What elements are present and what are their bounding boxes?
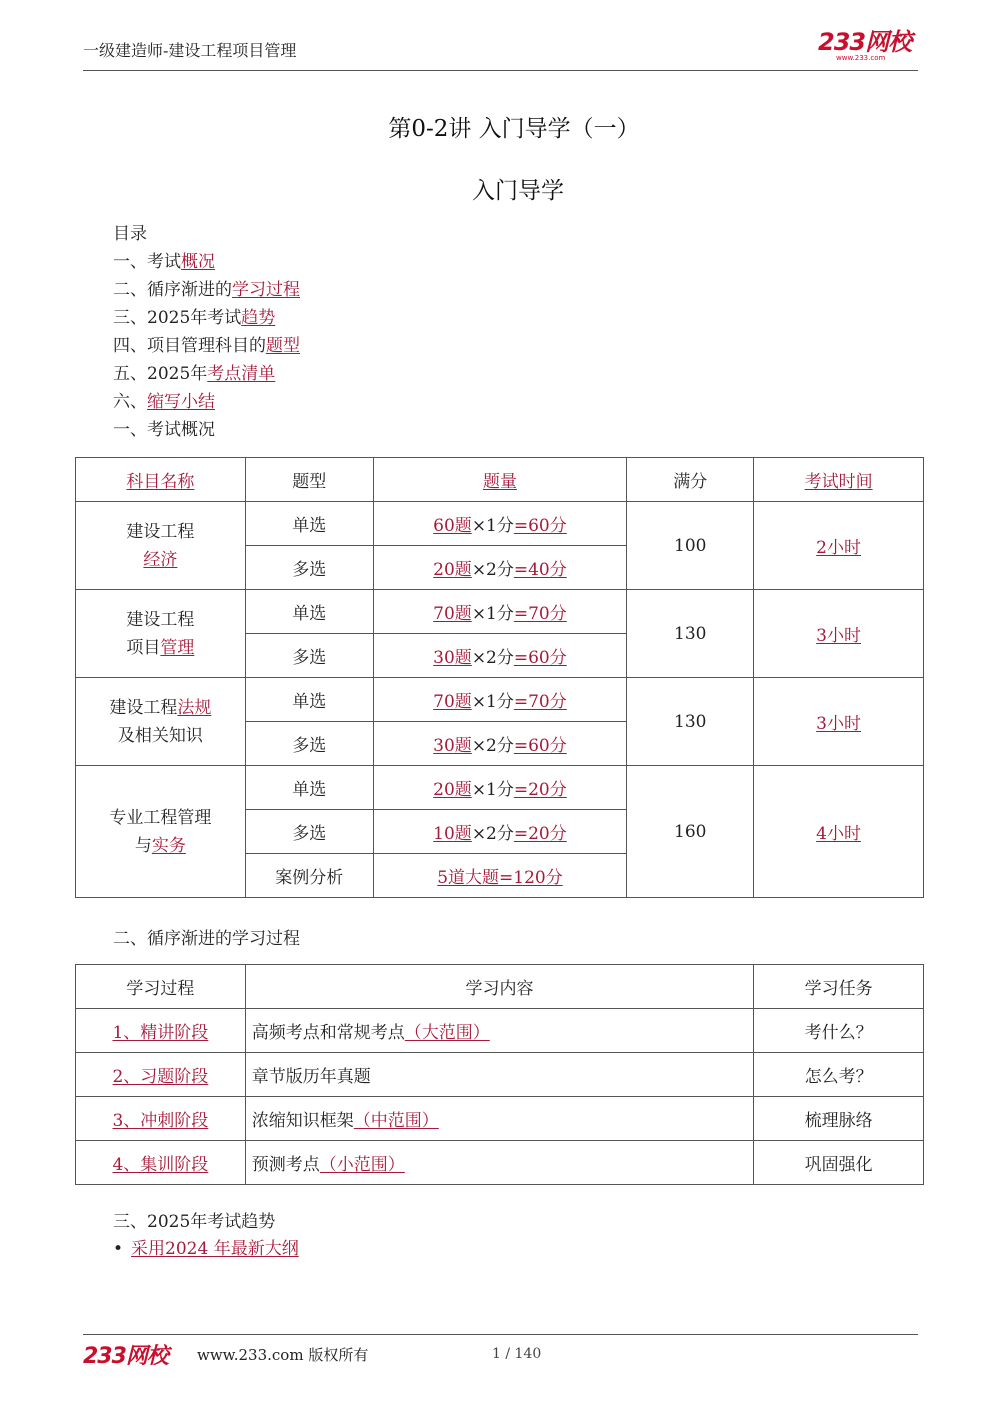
subject-cell: 建设工程法规 及相关知识	[76, 678, 246, 766]
exam-time[interactable]: 4小时	[754, 766, 924, 898]
lecture-title: 第0-2讲 入门导学（一）	[388, 116, 640, 142]
question-count: 70题×1分=70分	[373, 590, 627, 634]
bullet-item	[113, 1234, 299, 1259]
header-quantity[interactable]: 题量	[373, 458, 627, 502]
toc-link[interactable]: 缩写小结	[147, 392, 215, 412]
toc-link[interactable]: 题型	[266, 336, 300, 356]
table-row	[76, 678, 924, 722]
section2-heading: 二、循序渐进的学习过程	[113, 929, 300, 949]
header-type: 题型	[245, 458, 373, 502]
stage-cell[interactable]: 3、冲刺阶段	[76, 1097, 246, 1141]
header-time[interactable]: 考试时间	[754, 458, 924, 502]
question-type: 多选	[245, 722, 373, 766]
full-score: 160	[627, 766, 754, 898]
toc-item: 五、2025年考点清单	[113, 364, 276, 384]
table-row	[76, 1053, 924, 1097]
header-rule	[83, 70, 918, 71]
exam-time[interactable]: 3小时	[754, 590, 924, 678]
stage-cell[interactable]: 4、集训阶段	[76, 1141, 246, 1185]
task-cell: 梳理脉络	[754, 1097, 924, 1141]
question-count: 60题×1分=60分	[373, 502, 627, 546]
task-cell: 考什么？	[754, 1009, 924, 1053]
task-cell: 巩固强化	[754, 1141, 924, 1185]
full-score: 100	[627, 502, 754, 590]
full-score: 130	[627, 590, 754, 678]
subject-cell: 建设工程 经济	[76, 502, 246, 590]
table-row	[76, 1009, 924, 1053]
bullet-link[interactable]: 采用2024 年最新大纲	[131, 1239, 299, 1259]
footer-logo[interactable]: 233网校	[83, 1344, 168, 1369]
question-type: 单选	[245, 502, 373, 546]
header-stage: 学习过程	[76, 965, 246, 1009]
full-score: 130	[627, 678, 754, 766]
section3-heading: 三、2025年考试趋势	[113, 1212, 276, 1232]
brand-logo[interactable]	[818, 30, 918, 64]
header-content: 学习内容	[245, 965, 753, 1009]
toc-link[interactable]: 考点清单	[207, 364, 276, 384]
toc-item: 一、考试概况	[113, 252, 215, 272]
subject-cell: 专业工程管理 与实务	[76, 766, 246, 898]
section1-heading: 一、考试概况	[113, 420, 215, 440]
toc-link[interactable]: 学习过程	[232, 280, 300, 300]
table-row	[76, 590, 924, 634]
table-row	[76, 766, 924, 810]
toc-heading: 目录	[113, 224, 147, 244]
exam-overview-table	[75, 457, 924, 898]
section-title: 入门导学	[472, 178, 564, 204]
study-process-table	[75, 964, 924, 1185]
footer-copyright: www.233.com 版权所有	[197, 1346, 369, 1364]
question-count: 70题×1分=70分	[373, 678, 627, 722]
table-of-contents	[113, 220, 300, 444]
header-subject[interactable]: 科目名称	[76, 458, 246, 502]
table-row	[76, 1141, 924, 1185]
toc-link[interactable]: 概况	[181, 252, 215, 272]
subject-cell: 建设工程 项目管理	[76, 590, 246, 678]
question-count: 10题×2分=20分	[373, 810, 627, 854]
question-count: 20题×2分=40分	[373, 546, 627, 590]
content-cell: 浓缩知识框架（中范围）	[245, 1097, 753, 1141]
header-task: 学习任务	[754, 965, 924, 1009]
toc-link[interactable]: 趋势	[241, 308, 276, 328]
logo-url: www.233.com	[836, 54, 886, 62]
question-type: 案例分析	[245, 854, 373, 898]
question-count: 20题×1分=20分	[373, 766, 627, 810]
question-count: 30题×2分=60分	[373, 722, 627, 766]
table-header-row	[76, 458, 924, 502]
header-title: 一级建造师-建设工程项目管理	[83, 41, 297, 60]
toc-item: 四、项目管理科目的题型	[113, 336, 300, 356]
question-type: 多选	[245, 810, 373, 854]
stage-cell[interactable]: 1、精讲阶段	[76, 1009, 246, 1053]
question-type: 单选	[245, 766, 373, 810]
question-type: 多选	[245, 546, 373, 590]
table-header-row	[76, 965, 924, 1009]
content-cell: 预测考点（小范围）	[245, 1141, 753, 1185]
question-count: 30题×2分=60分	[373, 634, 627, 678]
exam-time[interactable]: 2小时	[754, 502, 924, 590]
toc-item: 六、缩写小结	[113, 392, 215, 412]
toc-item: 三、2025年考试趋势	[113, 308, 276, 328]
footer-rule	[83, 1334, 918, 1335]
toc-item: 二、循序渐进的学习过程	[113, 280, 300, 300]
stage-cell[interactable]: 2、习题阶段	[76, 1053, 246, 1097]
question-type: 单选	[245, 590, 373, 634]
table-row	[76, 502, 924, 546]
question-count: 5道大题=120分	[373, 854, 627, 898]
content-cell: 章节版历年真题	[245, 1053, 753, 1097]
logo-text: 233网校	[818, 28, 912, 56]
header-score: 满分	[627, 458, 754, 502]
question-type: 单选	[245, 678, 373, 722]
bullet-icon: •	[113, 1239, 124, 1259]
question-type: 多选	[245, 634, 373, 678]
exam-time[interactable]: 3小时	[754, 678, 924, 766]
page-number: 1 / 140	[492, 1346, 542, 1362]
table-row	[76, 1097, 924, 1141]
content-cell: 高频考点和常规考点（大范围）	[245, 1009, 753, 1053]
task-cell: 怎么考？	[754, 1053, 924, 1097]
